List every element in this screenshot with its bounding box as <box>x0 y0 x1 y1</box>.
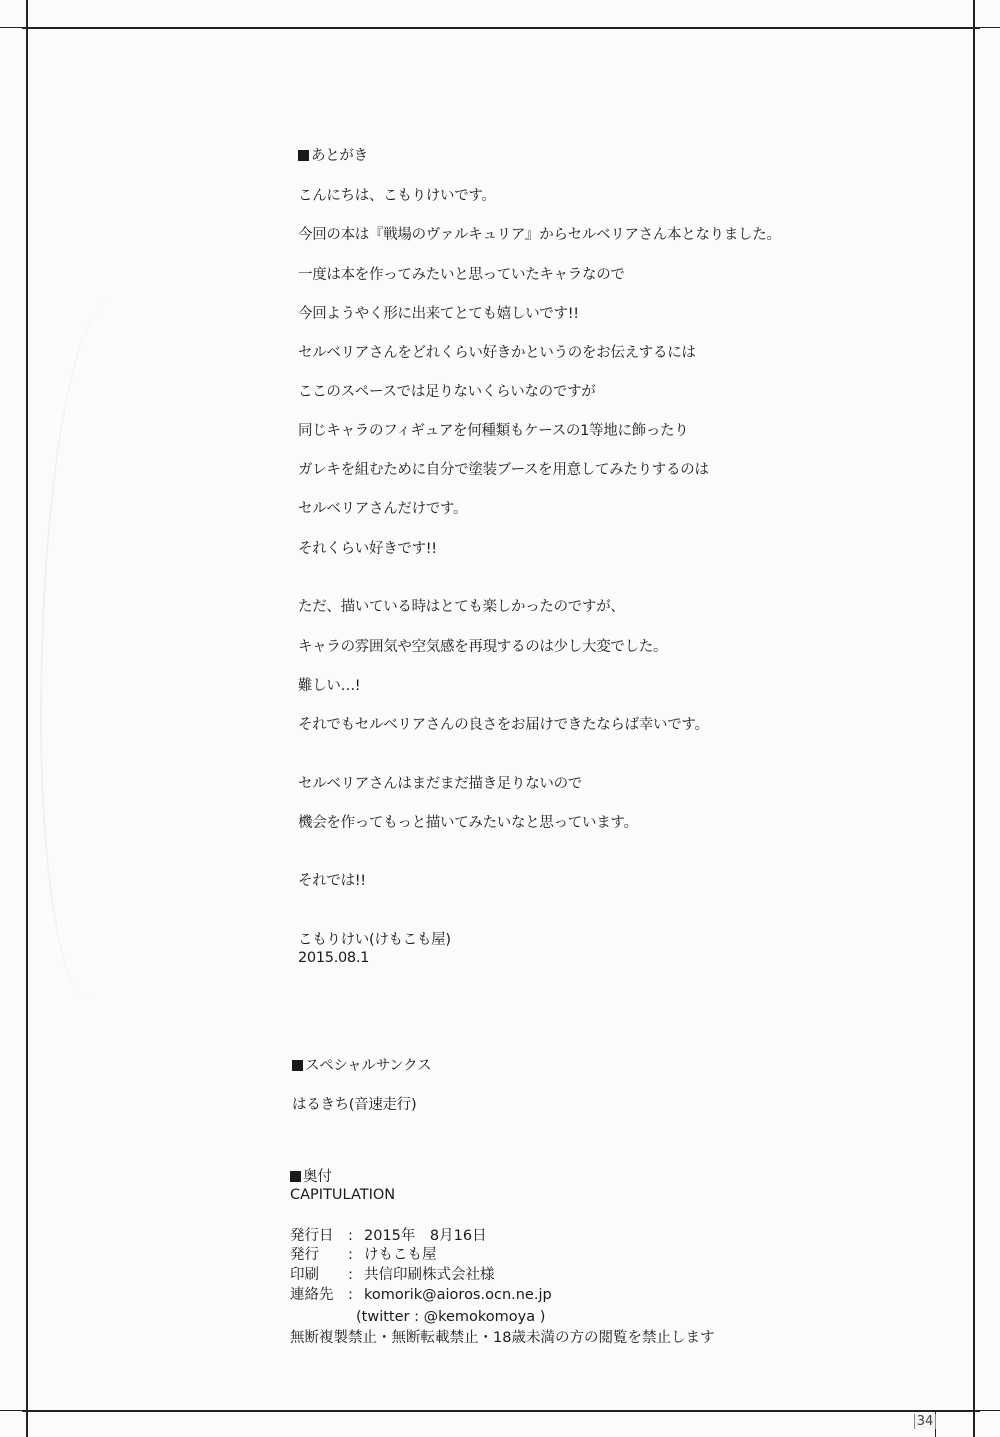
signature: こもりけい(けもこも屋) <box>298 932 451 948</box>
atogaki-line: ガレキを組むために自分で塗装ブースを用意してみたりするのは <box>298 462 709 478</box>
twitter-handle: (twitter : @kemokomoya ) <box>356 1309 546 1325</box>
frame-top <box>22 27 980 29</box>
atogaki-heading: あとがき <box>298 147 368 165</box>
thanks-heading: スペシャルサンクス <box>292 1057 431 1075</box>
frame-left <box>26 0 28 1437</box>
atogaki-line: セルベリアさんはまだまだ描き足りないので <box>298 776 582 792</box>
atogaki-line: セルベリアさんをどれくらい好きかというのをお伝えするには <box>298 345 696 361</box>
crop-mark <box>0 1410 26 1411</box>
square-bullet-icon <box>298 150 309 161</box>
square-bullet-icon <box>292 1060 303 1071</box>
atogaki-line: ただ、描いている時はとても楽しかったのですが、 <box>298 599 625 615</box>
atogaki-line: 機会を作ってもっと描いてみたいなと思っています。 <box>298 815 638 831</box>
atogaki-line: こんにちは、こもりけいです。 <box>298 188 496 204</box>
thanks-name: はるきち(音速走行) <box>292 1097 417 1113</box>
atogaki-line: 今回の本は『戦場のヴァルキュリア』からセルベリアさん本となりました。 <box>298 227 781 243</box>
atogaki-line: それでは!! <box>298 873 366 889</box>
colophon-row: 連絡先 : komorik@aioros.ocn.ne.jp <box>290 1287 552 1303</box>
crop-mark <box>975 1410 1000 1411</box>
atogaki-line: 同じキャラのフィギュアを何種類もケースの1等地に飾ったり <box>298 423 689 439</box>
colophon-row: 印刷 : 共信印刷株式会社様 <box>290 1267 495 1283</box>
atogaki-line: それくらい好きです!! <box>298 541 437 557</box>
atogaki-line: キャラの雰囲気や空気感を再現するのは少し大変でした。 <box>298 639 668 655</box>
atogaki-line: それでもセルベリアさんの良さをお届けできたならば幸いです。 <box>298 717 709 733</box>
crop-mark <box>975 27 1000 28</box>
colophon-row: 発行 : けもこも屋 <box>290 1247 437 1263</box>
frame-right <box>973 0 975 1437</box>
crop-mark <box>0 27 26 28</box>
faint-background-art <box>40 300 162 1000</box>
atogaki-line: 一度は本を作ってみたいと思っていたキャラなので <box>298 267 625 283</box>
colophon-title: CAPITULATION <box>290 1187 396 1203</box>
copyright-notice: 無断複製禁止・無断転載禁止・18歳未満の方の閲覧を禁止します <box>290 1330 715 1346</box>
square-bullet-icon <box>290 1171 301 1182</box>
atogaki-line: セルベリアさんだけです。 <box>298 501 468 517</box>
colophon-row: 発行日 : 2015年 8月16日 <box>290 1228 487 1244</box>
atogaki-line: 今回ようやく形に出来てとても嬉しいです!! <box>298 306 579 322</box>
signature-date: 2015.08.1 <box>298 950 370 966</box>
colophon-heading: 奥付 <box>290 1168 332 1186</box>
atogaki-line: ここのスペースでは足りないくらいなのですが <box>298 384 596 400</box>
atogaki-line: 難しい…! <box>298 678 361 694</box>
page-number: 34 <box>914 1414 936 1429</box>
frame-bottom <box>22 1410 980 1412</box>
